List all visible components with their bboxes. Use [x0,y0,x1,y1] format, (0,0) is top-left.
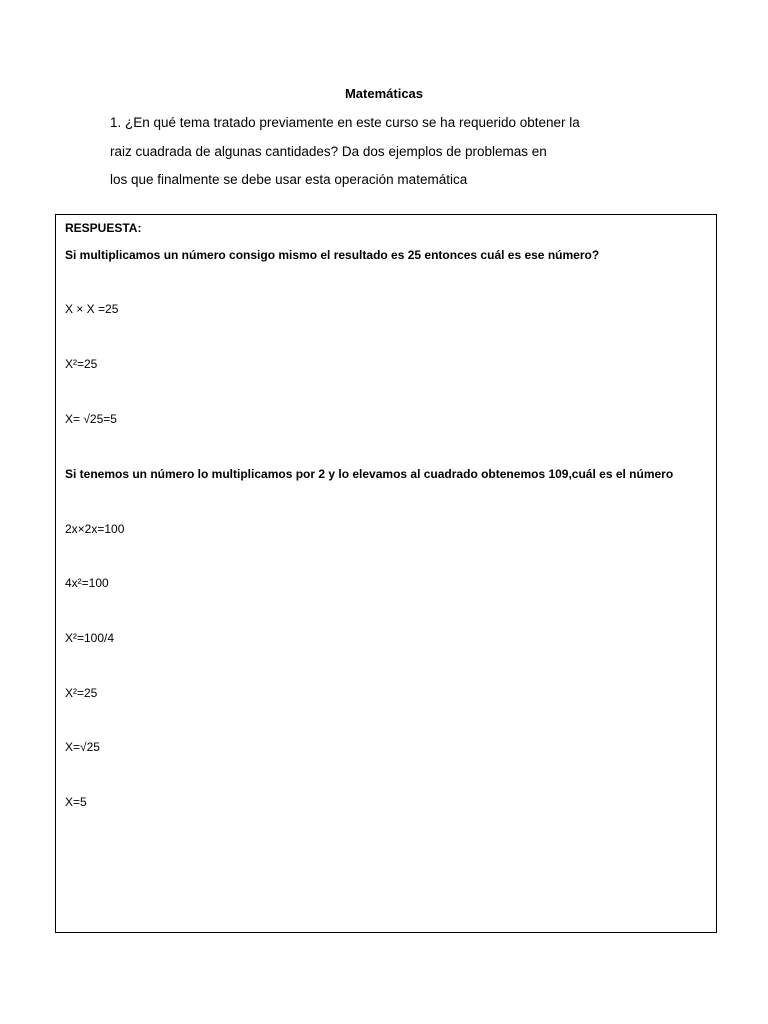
answer-step: X= √25=5 [65,412,117,426]
answer-problem-1-statement: Si multiplicamos un número consigo mismo el resultado es 25 entonces cuál es ese número? [65,248,600,262]
answer-step: X=√25 [65,740,100,754]
question-line-3: los que finalmente se debe usar esta operación matemática [110,172,468,187]
answer-step: 2x×2x=100 [65,522,125,536]
answer-problem-2-statement: Si tenemos un número lo multiplicamos por 2 y lo elevamos al cuadrado obtenemos 109,cuál es el número [65,467,674,481]
answer-step: X=5 [65,795,87,809]
answer-step: 4x²=100 [65,576,109,590]
answer-step: X²=100/4 [65,631,115,645]
answer-step: X²=25 [65,357,98,371]
question-line-1: 1. ¿En qué tema tratado previamente en este curso se ha requerido obtener la [110,115,580,130]
answer-heading: RESPUESTA: [65,221,142,235]
document-title: Matemáticas [344,86,424,101]
question-line-2: raiz cuadrada de algunas cantidades? Da dos ejemplos de problemas en [110,144,547,159]
answer-step: X²=25 [65,686,98,700]
answer-box [55,214,717,933]
answer-step: X × X =25 [65,302,119,316]
